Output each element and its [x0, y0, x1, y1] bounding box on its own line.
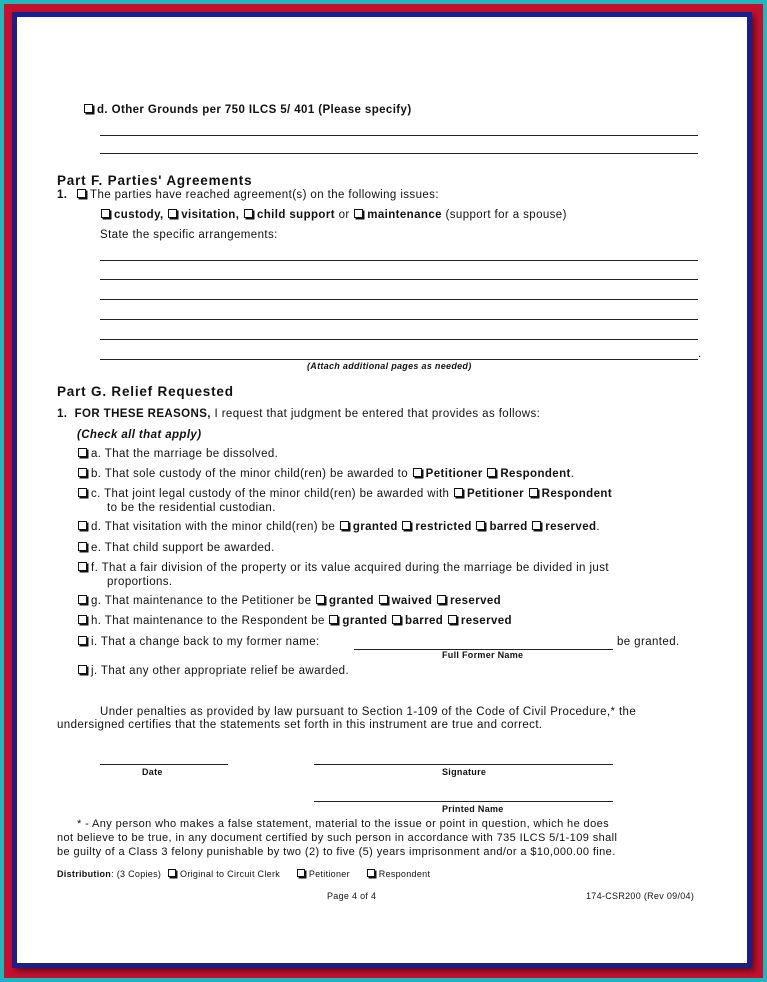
arrangements-line-1[interactable] — [100, 260, 698, 261]
relief-item-g: g. That maintenance to the Petitioner be granted waived reserved — [77, 595, 501, 607]
form-number: 174-CSR200 (Rev 09/04) — [586, 891, 695, 901]
relief-g-granted-checkbox[interactable] — [316, 595, 325, 604]
printed-name-label: Printed Name — [442, 804, 504, 814]
relief-c-petitioner-checkbox[interactable] — [454, 488, 463, 497]
other-grounds-checkbox[interactable] — [84, 104, 93, 113]
agreement-issues-row: custody, visitation, child support or maintenance (support for a spouse) — [100, 209, 567, 221]
part-g-heading: Part G. Relief Requested — [57, 384, 234, 399]
arrangements-line-4[interactable] — [100, 319, 698, 320]
arrangements-period: . — [698, 348, 702, 360]
relief-item-c: c. That joint legal custody of the minor child(ren) be awarded with Petitioner Respondent — [77, 488, 612, 500]
date-line[interactable] — [100, 764, 228, 765]
footnote-line-3: be guilty of a Class 3 felony punishable by two (2) to five (5) years imprisonment and/or a $10,000.00 fine. — [57, 846, 616, 858]
part-f-item-1: 1. The parties have reached agreement(s) on the following issues: — [57, 189, 439, 201]
relief-c-checkbox[interactable] — [78, 488, 87, 497]
part-f-heading: Part F. Parties' Agreements — [57, 173, 253, 188]
relief-g-waived-checkbox[interactable] — [379, 595, 388, 604]
relief-h-reserved-checkbox[interactable] — [448, 615, 457, 624]
check-all-note: (Check all that apply) — [77, 429, 202, 441]
attach-pages-note: (Attach additional pages as needed) — [307, 361, 472, 371]
relief-h-barred-checkbox[interactable] — [392, 615, 401, 624]
specify-line-1[interactable] — [100, 135, 698, 136]
relief-d-reserved-checkbox[interactable] — [532, 521, 541, 530]
relief-item-c-line2: to be the residential custodian. — [107, 502, 276, 514]
relief-b-petitioner-checkbox[interactable] — [413, 468, 422, 477]
distribution-petitioner-checkbox[interactable] — [297, 869, 305, 877]
arrangements-line-3[interactable] — [100, 299, 698, 300]
state-arrangements-label: State the specific arrangements: — [100, 229, 278, 241]
arrangements-line-5[interactable] — [100, 339, 698, 340]
relief-item-d: d. That visitation with the minor child(ren) be granted restricted barred reserved. — [77, 521, 600, 533]
page-number: Page 4 of 4 — [327, 891, 377, 901]
arrangements-line-6[interactable] — [100, 359, 698, 360]
relief-j-checkbox[interactable] — [78, 665, 87, 674]
relief-item-f: f. That a fair division of the property or its value acquired during the marriage be divided in just — [77, 562, 609, 574]
custody-checkbox[interactable] — [101, 209, 110, 218]
document-page — [17, 17, 747, 963]
relief-item-j: j. That any other appropriate relief be awarded. — [77, 665, 349, 677]
relief-item-f-line2: proportions. — [107, 576, 173, 588]
relief-d-barred-checkbox[interactable] — [476, 521, 485, 530]
footnote-line-2: not believe to be true, in any document certified by such person in accordance with 735 ILCS 5/1-109 shall — [57, 832, 618, 844]
relief-item-a: a. That the marriage be dissolved. — [77, 448, 278, 460]
printed-name-line[interactable] — [314, 801, 613, 802]
relief-e-checkbox[interactable] — [78, 542, 87, 551]
signature-label: Signature — [442, 767, 487, 777]
relief-item-i: i. That a change back to my former name: — [77, 636, 320, 648]
relief-d-restricted-checkbox[interactable] — [402, 521, 411, 530]
relief-a-checkbox[interactable] — [78, 448, 87, 457]
relief-c-respondent-checkbox[interactable] — [529, 488, 538, 497]
relief-h-granted-checkbox[interactable] — [329, 615, 338, 624]
original-clerk-checkbox[interactable] — [168, 869, 176, 877]
child-support-checkbox[interactable] — [244, 209, 253, 218]
specify-line-2[interactable] — [100, 153, 698, 154]
footnote-line-1: * - Any person who makes a false statement, material to the issue or point in question, which he does — [77, 818, 609, 830]
relief-f-checkbox[interactable] — [78, 562, 87, 571]
relief-h-checkbox[interactable] — [78, 615, 87, 624]
relief-i-checkbox[interactable] — [78, 636, 87, 645]
agreements-checkbox[interactable] — [77, 189, 86, 198]
distribution-respondent-checkbox[interactable] — [367, 869, 375, 877]
full-former-name-label: Full Former Name — [442, 650, 524, 660]
arrangements-line-2[interactable] — [100, 279, 698, 280]
visitation-checkbox[interactable] — [168, 209, 177, 218]
relief-b-checkbox[interactable] — [78, 468, 87, 477]
relief-item-h: h. That maintenance to the Respondent be granted barred reserved — [77, 615, 512, 627]
relief-item-e: e. That child support be awarded. — [77, 542, 275, 554]
distribution-row: Distribution: (3 Copies) Original to Circuit Clerk Petitioner Respondent — [57, 869, 431, 879]
maintenance-checkbox[interactable] — [354, 209, 363, 218]
relief-d-checkbox[interactable] — [78, 521, 87, 530]
other-grounds-item: d. Other Grounds per 750 ILCS 5/ 401 (Please specify) — [83, 104, 412, 116]
relief-b-respondent-checkbox[interactable] — [487, 468, 496, 477]
relief-item-b: b. That sole custody of the minor child(ren) be awarded to Petitioner Respondent. — [77, 468, 574, 480]
relief-g-checkbox[interactable] — [78, 595, 87, 604]
signature-line[interactable] — [314, 764, 613, 765]
relief-item-i-end: be granted. — [617, 636, 680, 648]
part-g-item-1: 1. FOR THESE REASONS, I request that judgment be entered that provides as follows: — [57, 408, 541, 420]
relief-g-reserved-checkbox[interactable] — [437, 595, 446, 604]
certification-line-1: Under penalties as provided by law pursuant to Section 1-109 of the Code of Civil Procedure,* the — [100, 706, 637, 718]
relief-d-granted-checkbox[interactable] — [340, 521, 349, 530]
certification-line-2: undersigned certifies that the statements set forth in this instrument are true and correct. — [57, 719, 543, 731]
date-label: Date — [142, 767, 163, 777]
